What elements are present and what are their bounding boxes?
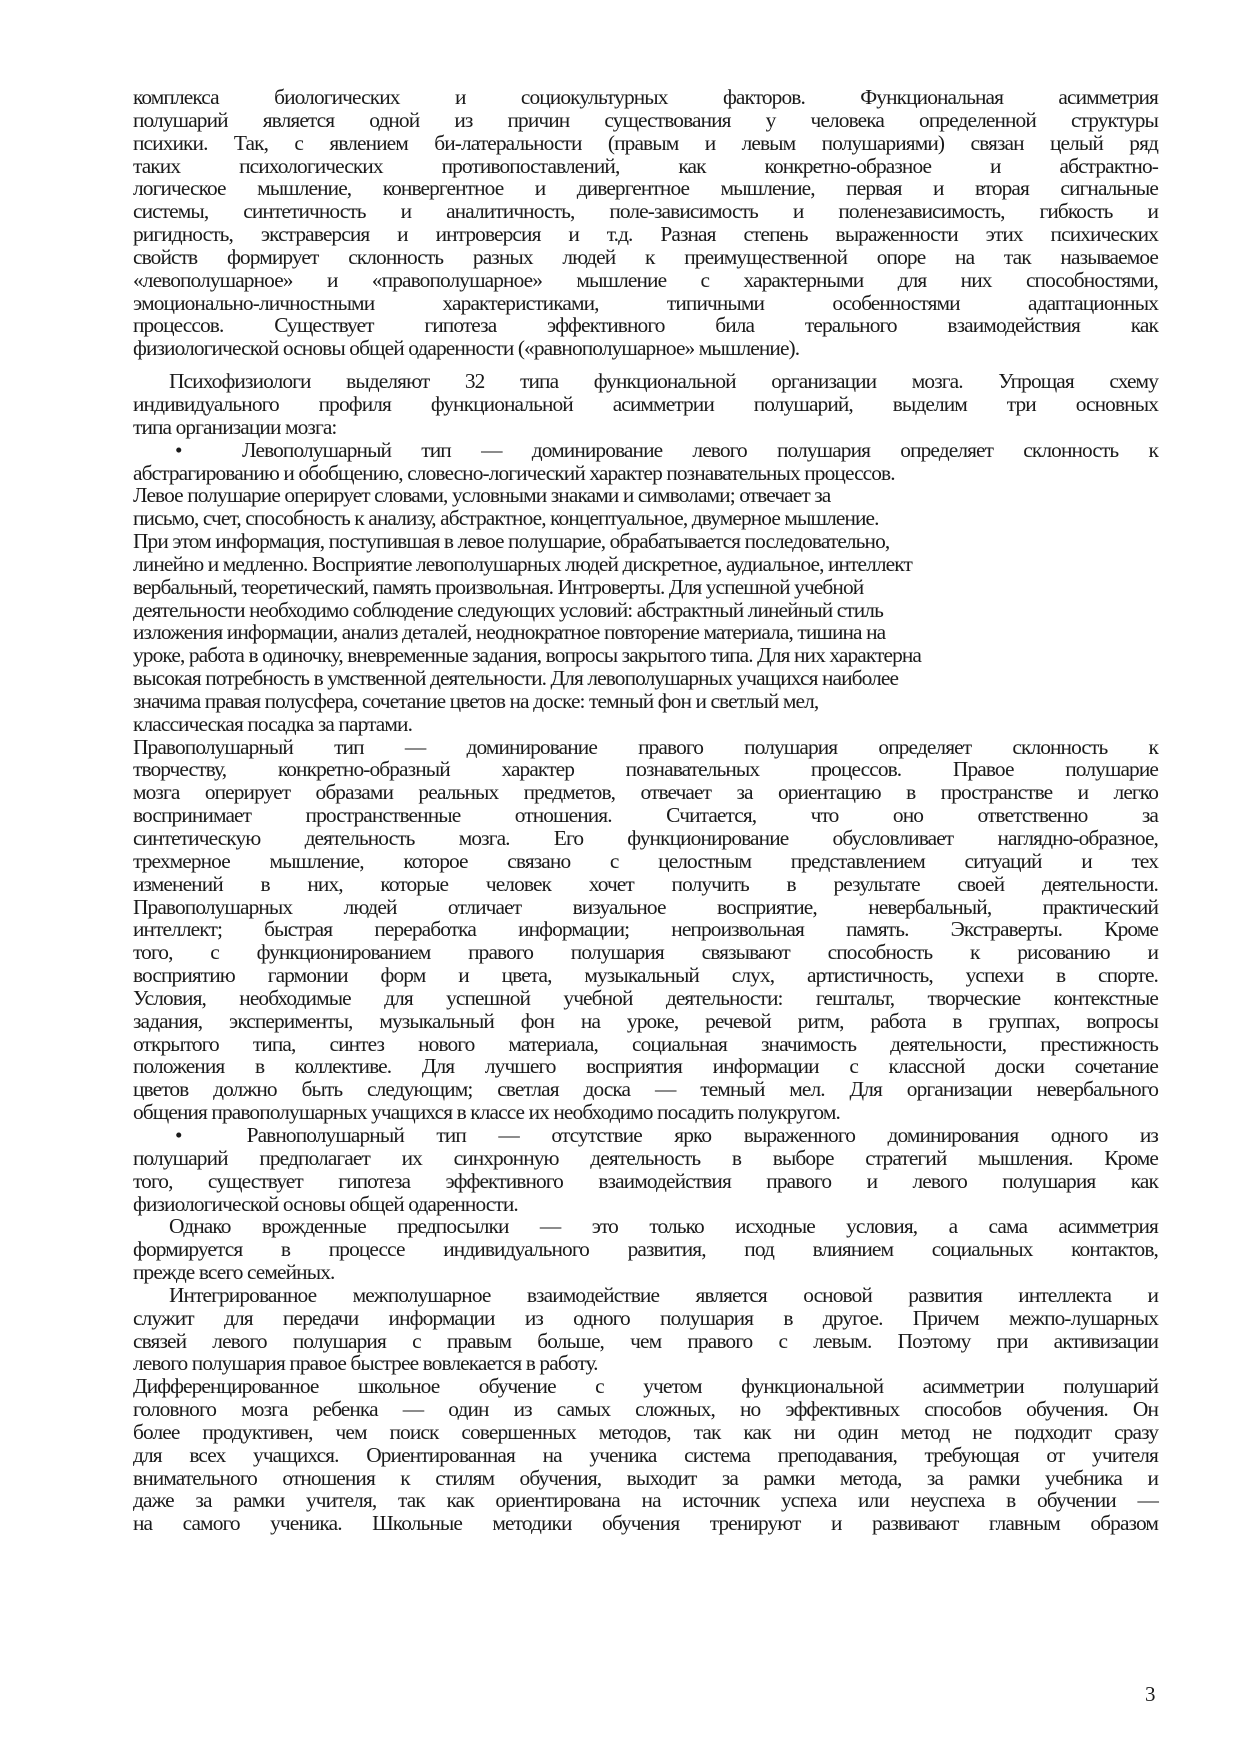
- text-fragment: Равнополушарный тип — отсутствие ярко выраженного доминирования одного из: [246, 1122, 1158, 1147]
- text-line: того, существует гипотеза эффективного взаимодействия правого и левого полушария как: [133, 1168, 1158, 1193]
- text-line: открытого типа, синтез нового материала, социальная значимость деятельности, престижность: [133, 1031, 1158, 1056]
- text-line: абстрагированию и обобщению, словесно-логический характер познавательных процессов.: [133, 460, 895, 485]
- text-line: физиологической основы общей одаренности.: [133, 1191, 518, 1216]
- list-item-left-hemisphere-type: [133, 439, 1158, 736]
- list-item-equal-hemisphere-type: [133, 1124, 1158, 1215]
- text-line: высокая потребность в умственной деятельности. Для левополушарных учащихся наиболее: [133, 666, 899, 691]
- paragraph-hemispheric-asymmetry: [133, 86, 1158, 360]
- text-line: интеллект; быстрая переработка информации; непроизвольная память. Экстраверты. Кроме: [133, 917, 1158, 942]
- paragraph-innate-preconditions: [133, 1215, 1158, 1284]
- text-line: полушарий предполагает их синхронную деятельность в выборе стратегий мышления. Кроме: [133, 1145, 1158, 1170]
- text-line: головного мозга ребенка — один из самых сложных, но эффективных способов обучения. Он: [133, 1397, 1158, 1422]
- paragraph-right-hemisphere-type: [133, 736, 1158, 1124]
- text-line: Левое полушарие оперирует словами, условными знаками и символами; отвечает за: [133, 483, 831, 508]
- text-line: Правополушарных людей отличает визуальное восприятие, невербальный, практический: [133, 894, 1158, 919]
- text-line: процессов. Существует гипотеза эффективного била терального взаимодействия как: [133, 313, 1158, 338]
- text-line: даже за рамки учителя, так как ориентирована на источник успеха или неуспеха в обучении —: [133, 1488, 1158, 1513]
- text-line: письмо, счет, способность к анализу, абстрактное, концептуальное, двумерное мышление.: [133, 506, 879, 531]
- text-line: [133, 1124, 1158, 1147]
- text-line: мозга оперирует образами реальных предметов, отвечает за ориентацию в пространстве и легко: [133, 780, 1158, 805]
- text-line: Условия, необходимые для успешной учебной деятельности: гештальт, творческие контекстные: [133, 985, 1158, 1010]
- text-line: Правополушарный тип — доминирование правого полушария определяет склонность к: [133, 734, 1158, 759]
- text-line: значима правая полусфера, сочетание цветов на доске: темный фон и светлый мел,: [133, 688, 819, 713]
- text-line: таких психологических противопоставлений, как конкретно-образное и абстрактно-: [133, 153, 1158, 178]
- text-line: уроке, работа в одиночку, вневременные задания, вопросы закрытого типа. Для них характерна: [133, 643, 922, 668]
- text-line: воспринимает пространственные отношения. Считается, что оно ответственно за: [133, 803, 1158, 828]
- text-line: Дифференцированное школьное обучение с учетом функциональной асимметрии полушарий: [133, 1374, 1158, 1399]
- text-fragment: Левополушарный тип — доминирование левого полушария определяет склонность к: [242, 437, 1158, 462]
- text-line: Однако врожденные предпосылки — это только исходные условия, а сама асимметрия: [169, 1214, 1158, 1239]
- text-line: индивидуального профиля функциональной асимметрии полушарий, выделим три основных: [133, 391, 1158, 416]
- text-line: для всех учащихся. Ориентированная на ученика система преподавания, требующая от учителя: [133, 1442, 1158, 1467]
- bullet-icon: •: [175, 1122, 182, 1147]
- text-line: классическая посадка за партами.: [133, 711, 413, 736]
- text-line: трехмерное мышление, которое связано с целостным представлением ситуаций и тех: [133, 848, 1158, 873]
- text-line: более продуктивен, чем поиск совершенных методов, так как ни один метод не подходит сразу: [133, 1419, 1158, 1444]
- document-page: [133, 86, 1158, 1535]
- text-line: связей левого полушария с правым больше, чем правого с левым. Поэтому при активизации: [133, 1328, 1158, 1353]
- text-line: физиологической основы общей одаренности («равнополушарное» мышление).: [133, 336, 800, 361]
- text-line: восприятию гармонии форм и цвета, музыкальный слух, артистичность, успехи в спорте.: [133, 963, 1158, 988]
- text-line: психики. Так, с явлением би-латеральности (правым и левым полушариями) связан целый ряд: [133, 130, 1158, 155]
- text-line: деятельности необходимо соблюдение следующих условий: абстрактный линейный стиль: [133, 597, 883, 622]
- text-line: прежде всего семейных.: [133, 1260, 335, 1285]
- text-line: свойств формирует склонность разных людей к преимущественной опоре на так называемое: [133, 244, 1158, 269]
- text-line: «левополушарное» и «правополушарное» мышление с характерными для них способностями,: [133, 267, 1158, 292]
- text-line: эмоционально-личностными характеристиками, типичными особенностями адаптационных: [133, 290, 1158, 315]
- text-line: полушарий является одной из причин существования у человека определенной структуры: [133, 107, 1158, 132]
- text-line: творчеству, конкретно-образный характер познавательных процессов. Правое полушарие: [133, 757, 1158, 782]
- text-line: формируется в процессе индивидуального развития, под влиянием социальных контактов,: [133, 1237, 1158, 1262]
- text-line: левого полушария правое быстрее вовлекается в работу.: [133, 1351, 598, 1376]
- text-line: изложения информации, анализ деталей, неоднократное повторение материала, тишина на: [133, 620, 886, 645]
- text-line: комплекса биологических и социокультурных факторов. Функциональная асимметрия: [133, 85, 1158, 109]
- paragraph-brain-types-intro: [133, 370, 1158, 439]
- text-line: положения в коллективе. Для лучшего восприятия информации с классной доски сочетание: [133, 1054, 1158, 1079]
- text-line: цветов должно быть следующим; светлая доска — темный мел. Для организации невербального: [133, 1077, 1158, 1102]
- paragraph-integrated-interaction: [133, 1284, 1158, 1375]
- text-line: общения правополушарных учащихся в классе их необходимо посадить полукругом.: [133, 1100, 840, 1125]
- text-line: линейно и медленно. Восприятие левополушарных людей дискретное, аудиальное, интеллект: [133, 551, 912, 576]
- text-line: на самого ученика. Школьные методики обучения тренируют и развивают главным образом: [133, 1511, 1158, 1536]
- bullet-icon: •: [175, 437, 182, 462]
- text-line: При этом информация, поступившая в левое полушарие, обрабатывается последовательно,: [133, 529, 890, 554]
- text-line: служит для передачи информации из одного полушария в другое. Причем межпо-лушарных: [133, 1305, 1158, 1330]
- page-number: 3: [1145, 1682, 1156, 1706]
- paragraph-differentiated-learning: [133, 1375, 1158, 1535]
- text-line: системы, синтетичность и аналитичность, поле-зависимость и поленезависимость, гибкость и: [133, 199, 1158, 224]
- text-line: изменений в них, которые человек хочет получить в результате своей деятельности.: [133, 871, 1158, 896]
- text-line: синтетическую деятельность мозга. Его функционирование обусловливает наглядно-образное,: [133, 826, 1158, 850]
- text-line: ригидность, экстраверсия и интроверсия и т.д. Разная степень выраженности этих психических: [133, 222, 1158, 247]
- text-line: Психофизиологи выделяют 32 типа функциональной организации мозга. Упрощая схему: [169, 369, 1158, 394]
- text-line: [133, 439, 1158, 462]
- text-line: типа организации мозга:: [133, 414, 337, 439]
- text-line: Интегрированное межполушарное взаимодействие является основой развития интеллекта и: [169, 1282, 1158, 1307]
- text-line: того, с функционированием правого полушария связывают способность к рисованию и: [133, 940, 1158, 965]
- text-line: внимательного отношения к стилям обучения, выходит за рамки метода, за рамки учебника и: [133, 1465, 1158, 1490]
- text-line: вербальный, теоретический, память произвольная. Интроверты. Для успешной учебной: [133, 574, 864, 599]
- text-line: логическое мышление, конвергентное и дивергентное мышление, первая и вторая сигнальные: [133, 176, 1158, 201]
- text-line: задания, эксперименты, музыкальный фон на уроке, речевой ритм, работа в группах, вопросы: [133, 1008, 1158, 1033]
